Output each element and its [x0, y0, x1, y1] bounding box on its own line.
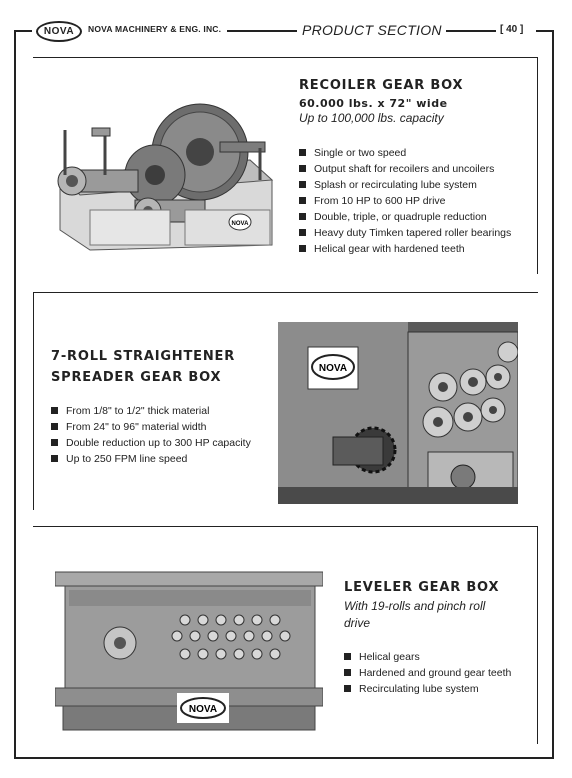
- recoiler-capacity-note: Up to 100,000 lbs. capacity: [299, 111, 444, 125]
- recoiler-feature-list: [299, 145, 511, 257]
- leveler-image-logo: NOVA: [188, 704, 218, 715]
- header-rule-right: [446, 30, 496, 32]
- leveler-gearbox-photo: [55, 568, 323, 735]
- header-rule-left: [14, 30, 32, 32]
- frame-left: [14, 30, 16, 758]
- list-item: Hardened and ground gear teeth: [344, 665, 511, 681]
- leveler-title: LEVELER GEAR BOX: [344, 580, 500, 595]
- nova-logo: NOVA: [36, 21, 82, 42]
- panel1-top-rule: [33, 57, 538, 58]
- panel2-left-rule: [33, 292, 34, 510]
- straightener-title-line1: 7-ROLL STRAIGHTENER: [51, 349, 236, 364]
- list-item: Double, triple, or quadruple reduction: [299, 209, 511, 225]
- leveler-note-line2: drive: [344, 616, 371, 630]
- panel3-right-rule: [537, 526, 538, 744]
- recoiler-subtitle: 60.000 lbs. x 72" wide: [299, 97, 448, 110]
- straightener-gearbox-photo: [278, 322, 518, 504]
- panel1-right-rule: [537, 57, 538, 274]
- list-item: Heavy duty Timken tapered roller bearings: [299, 225, 511, 241]
- list-item: Helical gears: [344, 649, 511, 665]
- list-item: Up to 250 FPM line speed: [51, 451, 251, 467]
- leveler-note-line1: With 19-rolls and pinch roll: [344, 599, 486, 613]
- recoiler-gearbox-photo: [50, 100, 280, 255]
- list-item: From 1/8" to 1/2" thick material: [51, 403, 251, 419]
- straightener-image-logo: NOVA: [318, 363, 348, 374]
- section-title: PRODUCT SECTION: [302, 22, 442, 38]
- list-item: Double reduction up to 300 HP capacity: [51, 435, 251, 451]
- recoiler-title: RECOILER GEAR BOX: [299, 78, 464, 93]
- straightener-title-line2: SPREADER GEAR BOX: [51, 370, 222, 385]
- list-item: From 10 HP to 600 HP drive: [299, 193, 511, 209]
- list-item: Helical gear with hardened teeth: [299, 241, 511, 257]
- page-number: [ 40 ]: [500, 24, 524, 35]
- list-item: Recirculating lube system: [344, 681, 511, 697]
- panel2-top-rule: [33, 292, 538, 293]
- header-rule-mid: [227, 30, 297, 32]
- list-item: Splash or recirculating lube system: [299, 177, 511, 193]
- list-item: Single or two speed: [299, 145, 511, 161]
- panel3-top-rule: [33, 526, 538, 527]
- list-item: Output shaft for recoilers and uncoilers: [299, 161, 511, 177]
- frame-right: [552, 30, 554, 758]
- straightener-feature-list: [51, 403, 251, 467]
- list-item: From 24" to 96" material width: [51, 419, 251, 435]
- recoiler-image-logo: NOVA: [231, 221, 249, 227]
- leveler-feature-list: [344, 649, 511, 697]
- frame-bottom: [14, 757, 554, 759]
- company-name: NOVA MACHINERY & ENG. INC.: [88, 24, 222, 34]
